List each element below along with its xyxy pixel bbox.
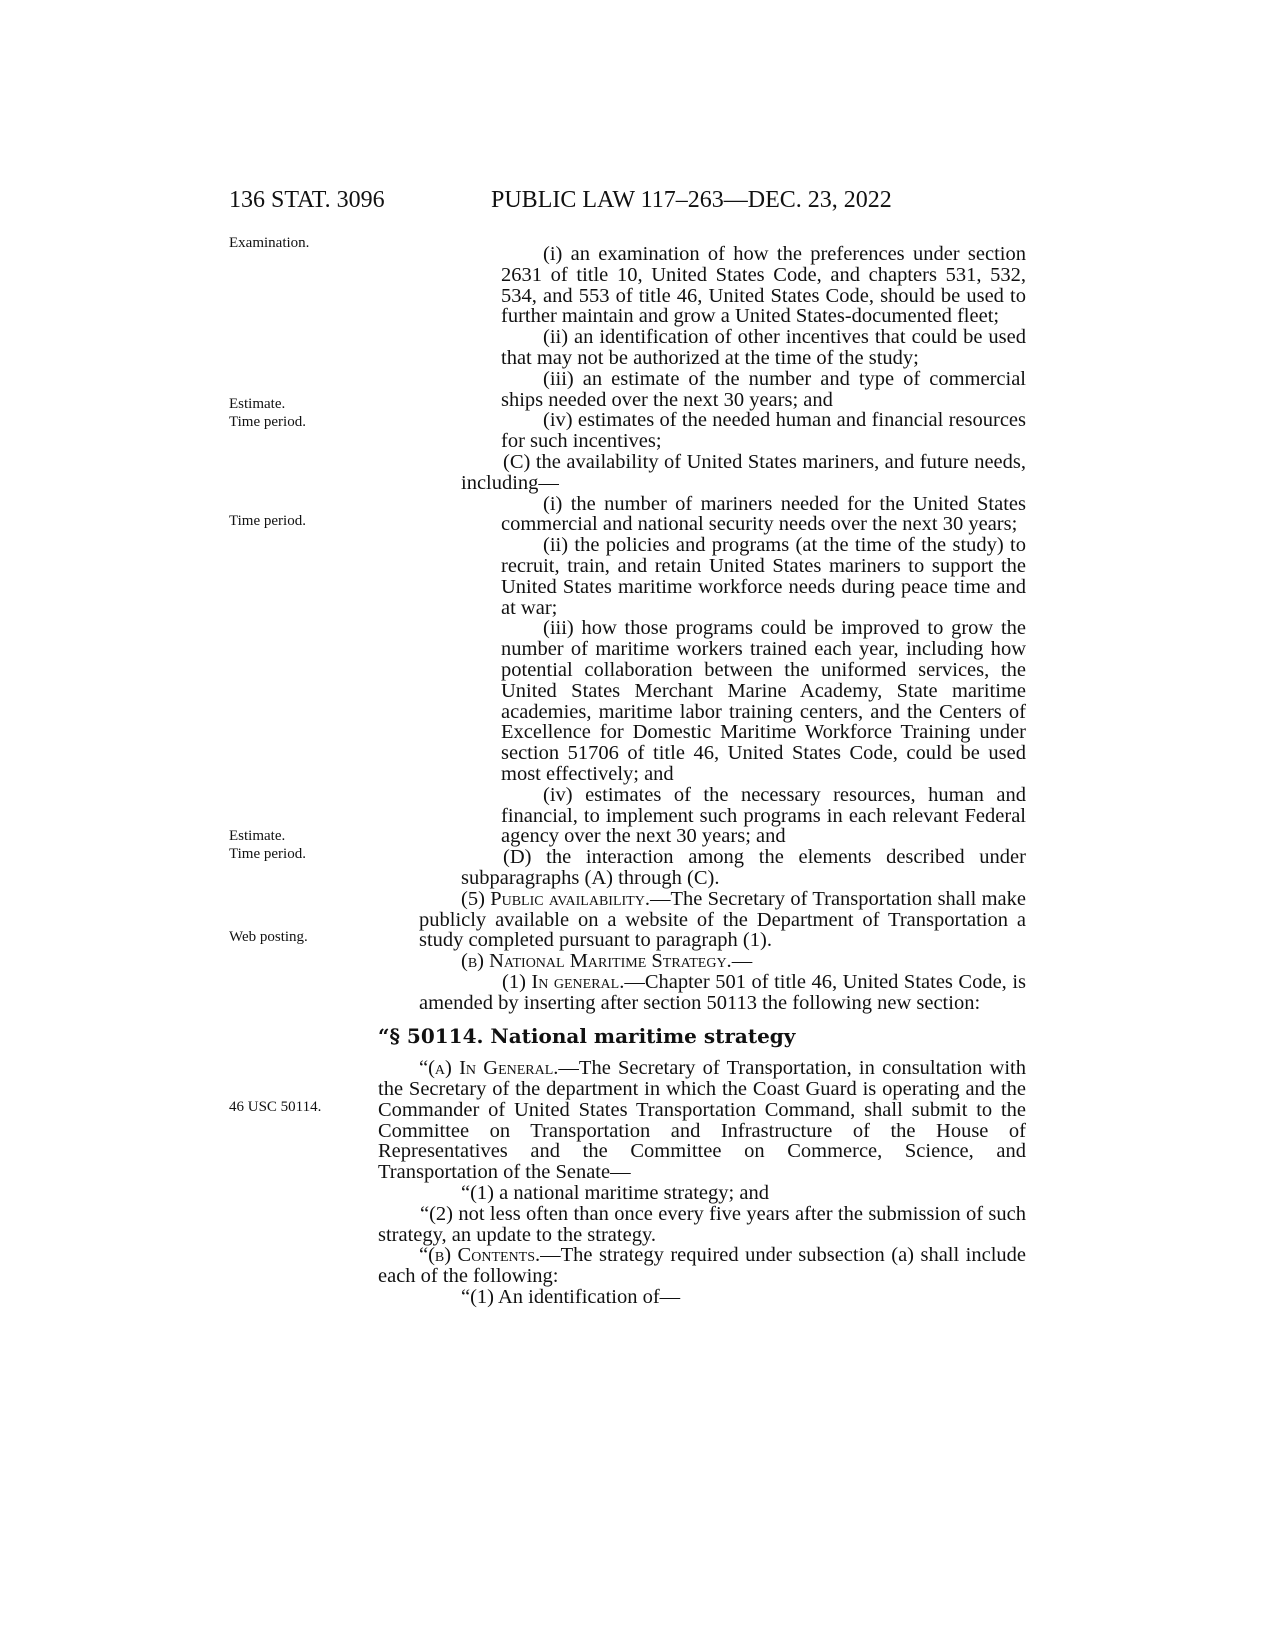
subsection-a-in-general xyxy=(378,1058,1026,1183)
subparagraph-d-interaction: (D) the interaction among the elements described under subparagraphs (A) through (C). xyxy=(461,846,1026,889)
margin-note-estimate-time-period: Estimate. Time period. xyxy=(229,396,306,430)
page-running-head: PUBLIC LAW 117–263—DEC. 23, 2022 xyxy=(491,187,892,213)
paragraph-5-text: —The Secretary of Transportation shall make publicly available on a website of the Department of Transportation a study completed pursuant to paragraph (1). xyxy=(419,887,1026,952)
statute-body xyxy=(378,244,1026,1308)
subsection-b-contents xyxy=(378,1245,1026,1287)
section-50114-heading: “§ 50114. National maritime strategy xyxy=(378,1024,796,1049)
clause-iii-programs-improved: (iii) how those programs could be improved to grow the number of maritime workers trained each year, including how potential collaboration between the uniformed services, the United States Merchant Marine Academy, State maritime academies, maritime labor training centers, and the Centers of Excellence for Domestic Maritime Workforce Training under section 51706 of title 46, United States Code, could be used most effectively; and xyxy=(501,617,1026,785)
paragraph-1-national-strategy: “(1) a national maritime strategy; and xyxy=(461,1182,769,1205)
clause-ii-policies-programs: (ii) the policies and programs (at the time of the study) to recruit, train, and retain United States mariners to support the United States maritime workforce needs during peace time and at war; xyxy=(501,534,1026,619)
paragraph-1-identification: “(1) An identification of— xyxy=(461,1286,681,1309)
paragraph-1-text: —Chapter 501 of title 46, United States Code, is amended by inserting after section 50113 the following new section: xyxy=(419,970,1026,1014)
page-stat-citation: 136 STAT. 3096 xyxy=(229,187,385,213)
margin-note-examination: Examination. xyxy=(229,235,310,251)
clause-ii-incentives: (ii) an identification of other incentives that could be used that may not be authorized at the time of the study; xyxy=(501,326,1026,369)
clause-iii-ships-estimate: (iii) an estimate of the number and type of commercial ships needed over the next 30 years; and xyxy=(501,367,1026,411)
clause-i-mariners-needed: (i) the number of mariners needed for the United States commercial and national security needs over the next 30 years; xyxy=(501,492,1026,536)
subsection-b-contents-heading: “(b) Contents. xyxy=(419,1244,541,1267)
paragraph-1-in-general xyxy=(378,972,1026,1014)
paragraph-1-heading: (1) In general. xyxy=(502,970,625,993)
margin-note-estimate-time-period-2: Estimate. Time period. xyxy=(229,828,306,862)
subsection-a-heading: “(a) In General. xyxy=(419,1057,559,1080)
clause-iv-resources: (iv) estimates of the needed human and financial resources for such incentives; xyxy=(501,409,1026,453)
paragraph-5-heading: (5) Public availability. xyxy=(461,887,650,910)
clause-iv-necessary-resources: (iv) estimates of the necessary resources, human and financial, to implement such programs in each relevant Federal agency over the next 30 years; and xyxy=(501,783,1026,848)
subsection-b-national-maritime-strategy xyxy=(378,951,1026,972)
subsection-b-contents-text: —The strategy required under subsection (a) shall include each of the following: xyxy=(378,1244,1026,1288)
subsection-a-text: —The Secretary of Transportation, in consultation with the Secretary of the department in which the Coast Guard is operating and the Commander of United States Transportation Command, shall submit to the Committee on Transportation and Infrastructure of the House of Representatives and the Committee on Commerce, Science, and Transportation of the Senate— xyxy=(378,1057,1026,1184)
clause-i-examination: (i) an examination of how the preferences under section 2631 of title 10, United States Code, and chapters 531, 532, 534, and 553 of title 46, United States Code, should be used to further maintain and grow a United States-documented fleet; xyxy=(501,243,1026,328)
subparagraph-c-mariners: (C) the availability of United States mariners, and future needs, including— xyxy=(461,450,1026,494)
paragraph-5-public-availability xyxy=(378,889,1026,951)
margin-note-usc-citation: 46 USC 50114. xyxy=(229,1099,322,1115)
subsection-b-dash: — xyxy=(731,950,753,973)
subsection-b-heading: (b) National Maritime Strategy. xyxy=(461,950,732,973)
margin-note-time-period: Time period. xyxy=(229,513,306,529)
paragraph-2-update: “(2) not less often than once every five years after the submission of such strategy, an update to the strategy. xyxy=(378,1202,1026,1246)
margin-note-web-posting: Web posting. xyxy=(229,929,308,945)
